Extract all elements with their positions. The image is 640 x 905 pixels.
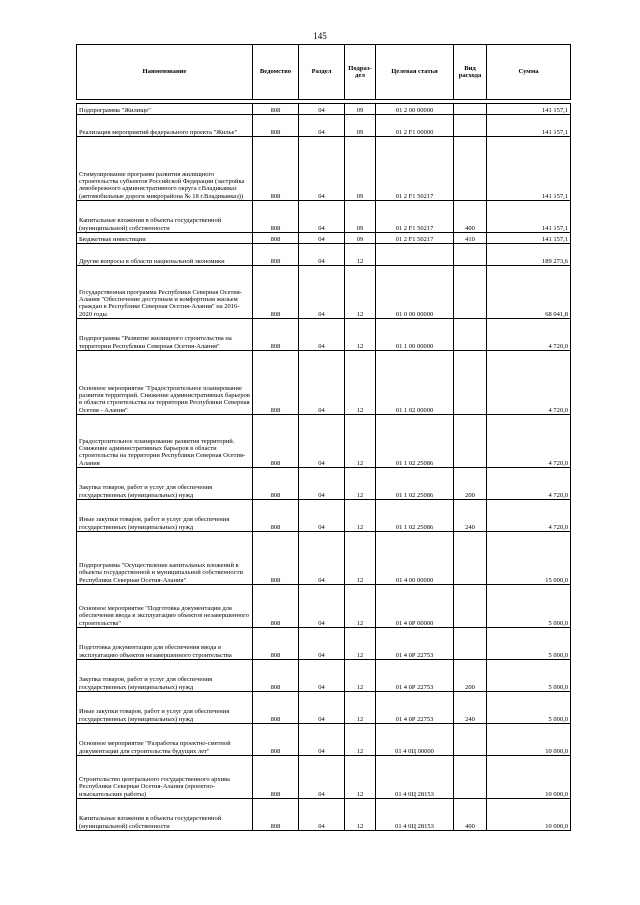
row-summa: 4 720,0	[487, 468, 571, 500]
table-row	[77, 266, 571, 319]
row-vid	[454, 266, 487, 319]
table-row	[77, 244, 571, 266]
row-summa: 141 157,1	[487, 104, 571, 115]
row-razdel: 04	[299, 233, 345, 244]
row-summa: 68 041,8	[487, 266, 571, 319]
row-razdel: 04	[299, 319, 345, 351]
row-razdel: 04	[299, 244, 345, 266]
row-vid	[454, 532, 487, 585]
row-celevaya: 01 2 F1 00000	[376, 115, 454, 137]
row-vid: 200	[454, 660, 487, 692]
row-razdel: 04	[299, 468, 345, 500]
row-celevaya: 01 4 0Р 22753	[376, 628, 454, 660]
row-podrazdel: 09	[345, 104, 376, 115]
table-row	[77, 351, 571, 415]
row-podrazdel: 12	[345, 660, 376, 692]
row-podrazdel: 12	[345, 244, 376, 266]
row-summa: 4 720,0	[487, 319, 571, 351]
row-vedomstvo: 808	[253, 756, 299, 799]
row-podrazdel: 12	[345, 532, 376, 585]
row-razdel: 04	[299, 692, 345, 724]
row-summa: 5 000,0	[487, 660, 571, 692]
table-row	[77, 201, 571, 233]
row-celevaya: 01 1 02 25086	[376, 500, 454, 532]
row-summa: 5 000,0	[487, 585, 571, 628]
row-name: Градостроительное планирование развития территорий. Снижение административных барьеров в области строительства на территории Республики Северная Осетия-Алания	[77, 415, 253, 468]
row-vedomstvo: 808	[253, 692, 299, 724]
row-name: Подготовка документации для обеспечения ввода в эксплуатацию объектов незавершенного строительства	[77, 628, 253, 660]
row-vid: 240	[454, 500, 487, 532]
row-vid: 240	[454, 692, 487, 724]
row-summa: 15 000,0	[487, 532, 571, 585]
row-summa: 10 000,0	[487, 724, 571, 756]
row-celevaya: 01 4 0Ц 00000	[376, 724, 454, 756]
row-vid	[454, 628, 487, 660]
row-summa: 141 157,1	[487, 201, 571, 233]
row-podrazdel: 12	[345, 351, 376, 415]
table-row	[77, 468, 571, 500]
row-summa: 10 000,0	[487, 799, 571, 831]
row-summa: 4 720,0	[487, 500, 571, 532]
row-name: Капитальные вложения в объекты государственной (муниципальной) собственности	[77, 799, 253, 831]
row-celevaya: 01 4 0Ц 28153	[376, 799, 454, 831]
row-razdel: 04	[299, 585, 345, 628]
row-summa: 4 720,0	[487, 415, 571, 468]
table-row	[77, 319, 571, 351]
row-summa: 189 273,6	[487, 244, 571, 266]
row-vedomstvo: 808	[253, 415, 299, 468]
row-summa: 5 000,0	[487, 692, 571, 724]
row-razdel: 04	[299, 115, 345, 137]
table-row	[77, 532, 571, 585]
row-vedomstvo: 808	[253, 724, 299, 756]
row-summa: 141 157,1	[487, 233, 571, 244]
row-summa: 10 000,0	[487, 756, 571, 799]
row-vedomstvo: 808	[253, 660, 299, 692]
row-vedomstvo: 808	[253, 104, 299, 115]
row-celevaya: 01 1 00 00000	[376, 319, 454, 351]
page-number: 145	[313, 31, 327, 41]
row-vedomstvo: 808	[253, 585, 299, 628]
row-celevaya: 01 1 02 25086	[376, 468, 454, 500]
header-celevaya: Целевая статья	[376, 45, 454, 100]
row-vid	[454, 756, 487, 799]
row-vid	[454, 415, 487, 468]
row-podrazdel: 09	[345, 115, 376, 137]
row-podrazdel: 12	[345, 585, 376, 628]
row-vid	[454, 244, 487, 266]
header-summa: Сумма	[487, 45, 571, 100]
row-podrazdel: 09	[345, 201, 376, 233]
row-vid: 200	[454, 468, 487, 500]
row-name: Основное мероприятие "Градостроительное планирование развития территорий. Снижение административных барьеров в области строительства на территории Республики Северная Осетия - Алания"	[77, 351, 253, 415]
table-row	[77, 137, 571, 201]
row-podrazdel: 09	[345, 137, 376, 201]
row-vedomstvo: 808	[253, 266, 299, 319]
row-name: Закупка товаров, работ и услуг для обеспечения государственных (муниципальных) нужд	[77, 660, 253, 692]
row-vid	[454, 104, 487, 115]
row-podrazdel: 12	[345, 266, 376, 319]
header-row	[77, 45, 571, 100]
row-name: Иные закупки товаров, работ и услуг для обеспечения государственных (муниципальных) нужд	[77, 500, 253, 532]
row-summa: 141 157,1	[487, 115, 571, 137]
row-celevaya: 01 2 F1 50217	[376, 201, 454, 233]
row-vedomstvo: 808	[253, 201, 299, 233]
row-razdel: 04	[299, 104, 345, 115]
row-celevaya: 01 4 0Р 00000	[376, 585, 454, 628]
row-celevaya: 01 4 0Ц 28153	[376, 756, 454, 799]
row-podrazdel: 12	[345, 415, 376, 468]
header-podrazdel: Подраз-дел	[345, 45, 376, 100]
row-razdel: 04	[299, 266, 345, 319]
row-razdel: 04	[299, 532, 345, 585]
row-vedomstvo: 808	[253, 532, 299, 585]
row-name: Иные закупки товаров, работ и услуг для обеспечения государственных (муниципальных) нужд	[77, 692, 253, 724]
row-podrazdel: 09	[345, 233, 376, 244]
row-name: Бюджетные инвестиции	[77, 233, 253, 244]
row-vid	[454, 351, 487, 415]
row-summa: 4 720,0	[487, 351, 571, 415]
row-name: Государственная программа Республики Северная Осетия-Алания "Обеспечение доступным и комфортным жильем граждан в Республике Северная Осетия-Алания" на 2016-2020 годы	[77, 266, 253, 319]
row-razdel: 04	[299, 756, 345, 799]
row-vid: 400	[454, 799, 487, 831]
row-razdel: 04	[299, 500, 345, 532]
row-celevaya: 01 2 00 00000	[376, 104, 454, 115]
row-podrazdel: 12	[345, 500, 376, 532]
table-row	[77, 724, 571, 756]
row-vedomstvo: 808	[253, 319, 299, 351]
row-razdel: 04	[299, 724, 345, 756]
table-row	[77, 233, 571, 244]
row-summa: 5 000,0	[487, 628, 571, 660]
row-name: Подпрограмма "Осуществление капитальных вложений в объекты государственной и муниципальной собственности Республики Северная Осетия-Алания"	[77, 532, 253, 585]
row-celevaya: 01 2 F1 50217	[376, 233, 454, 244]
table-row	[77, 500, 571, 532]
table-row	[77, 799, 571, 831]
row-vedomstvo: 808	[253, 233, 299, 244]
row-vid	[454, 115, 487, 137]
row-name: Другие вопросы в области национальной экономики	[77, 244, 253, 266]
header-name: Наименование	[77, 45, 253, 100]
row-vid: 400	[454, 201, 487, 233]
row-podrazdel: 12	[345, 724, 376, 756]
row-celevaya: 01 4 00 00000	[376, 532, 454, 585]
row-celevaya: 01 1 02 00000	[376, 351, 454, 415]
budget-table	[76, 44, 571, 831]
row-vid	[454, 319, 487, 351]
row-vedomstvo: 808	[253, 799, 299, 831]
row-podrazdel: 12	[345, 628, 376, 660]
row-razdel: 04	[299, 351, 345, 415]
row-celevaya: 01 4 0Р 22753	[376, 660, 454, 692]
row-vedomstvo: 808	[253, 468, 299, 500]
row-vedomstvo: 808	[253, 115, 299, 137]
row-vid	[454, 585, 487, 628]
row-podrazdel: 12	[345, 692, 376, 724]
row-vedomstvo: 808	[253, 628, 299, 660]
row-name: Реализация мероприятий федерального проекта "Жилье"	[77, 115, 253, 137]
row-name: Стимулирование программ развития жилищного строительства субъектов Российской Федерации (застройка левобережного административного округа г.Владикавказ (автомобильные дороги микрорайона № 18 г.Владикавказ))	[77, 137, 253, 201]
row-vedomstvo: 808	[253, 351, 299, 415]
table-row	[77, 115, 571, 137]
table-row	[77, 628, 571, 660]
row-razdel: 04	[299, 799, 345, 831]
row-name: Закупка товаров, работ и услуг для обеспечения государственных (муниципальных) нужд	[77, 468, 253, 500]
row-podrazdel: 12	[345, 468, 376, 500]
row-vid	[454, 724, 487, 756]
row-vedomstvo: 808	[253, 500, 299, 532]
row-celevaya: 01 1 02 25086	[376, 415, 454, 468]
row-razdel: 04	[299, 201, 345, 233]
table-body	[77, 104, 571, 831]
row-razdel: 04	[299, 415, 345, 468]
row-name: Основное мероприятие "Подготовка документации для обеспечения ввода в эксплуатацию объектов незавершенного строительства"	[77, 585, 253, 628]
row-vid: 410	[454, 233, 487, 244]
row-podrazdel: 12	[345, 756, 376, 799]
row-podrazdel: 12	[345, 319, 376, 351]
row-name: Подпрограмма "Развитие жилищного строительства на территории Республики Северная Осетия-Алания"	[77, 319, 253, 351]
row-celevaya	[376, 244, 454, 266]
row-razdel: 04	[299, 628, 345, 660]
header-vid: Вид расхода	[454, 45, 487, 100]
row-vid	[454, 137, 487, 201]
row-celevaya: 01 2 F1 50217	[376, 137, 454, 201]
row-vedomstvo: 808	[253, 137, 299, 201]
table-row	[77, 692, 571, 724]
row-celevaya: 01 4 0Р 22753	[376, 692, 454, 724]
row-name: Подпрограмма "Жилище"	[77, 104, 253, 115]
header-razdel: Раздел	[299, 45, 345, 100]
row-razdel: 04	[299, 660, 345, 692]
row-name: Основное мероприятие "Разработка проектно-сметной документации для строительства будущих лет"	[77, 724, 253, 756]
row-celevaya: 01 0 00 00000	[376, 266, 454, 319]
table-row	[77, 104, 571, 115]
row-podrazdel: 12	[345, 799, 376, 831]
table-row	[77, 756, 571, 799]
row-name: Строительство центрального государственного архива Республики Северная Осетия-Алания (проектно-изыскательские работы)	[77, 756, 253, 799]
header-vedomstvo: Ведомство	[253, 45, 299, 100]
table-row	[77, 415, 571, 468]
row-name: Капитальные вложения в объекты государственной (муниципальной) собственности	[77, 201, 253, 233]
table-row	[77, 660, 571, 692]
row-vedomstvo: 808	[253, 244, 299, 266]
row-razdel: 04	[299, 137, 345, 201]
table-row	[77, 585, 571, 628]
row-summa: 141 157,1	[487, 137, 571, 201]
